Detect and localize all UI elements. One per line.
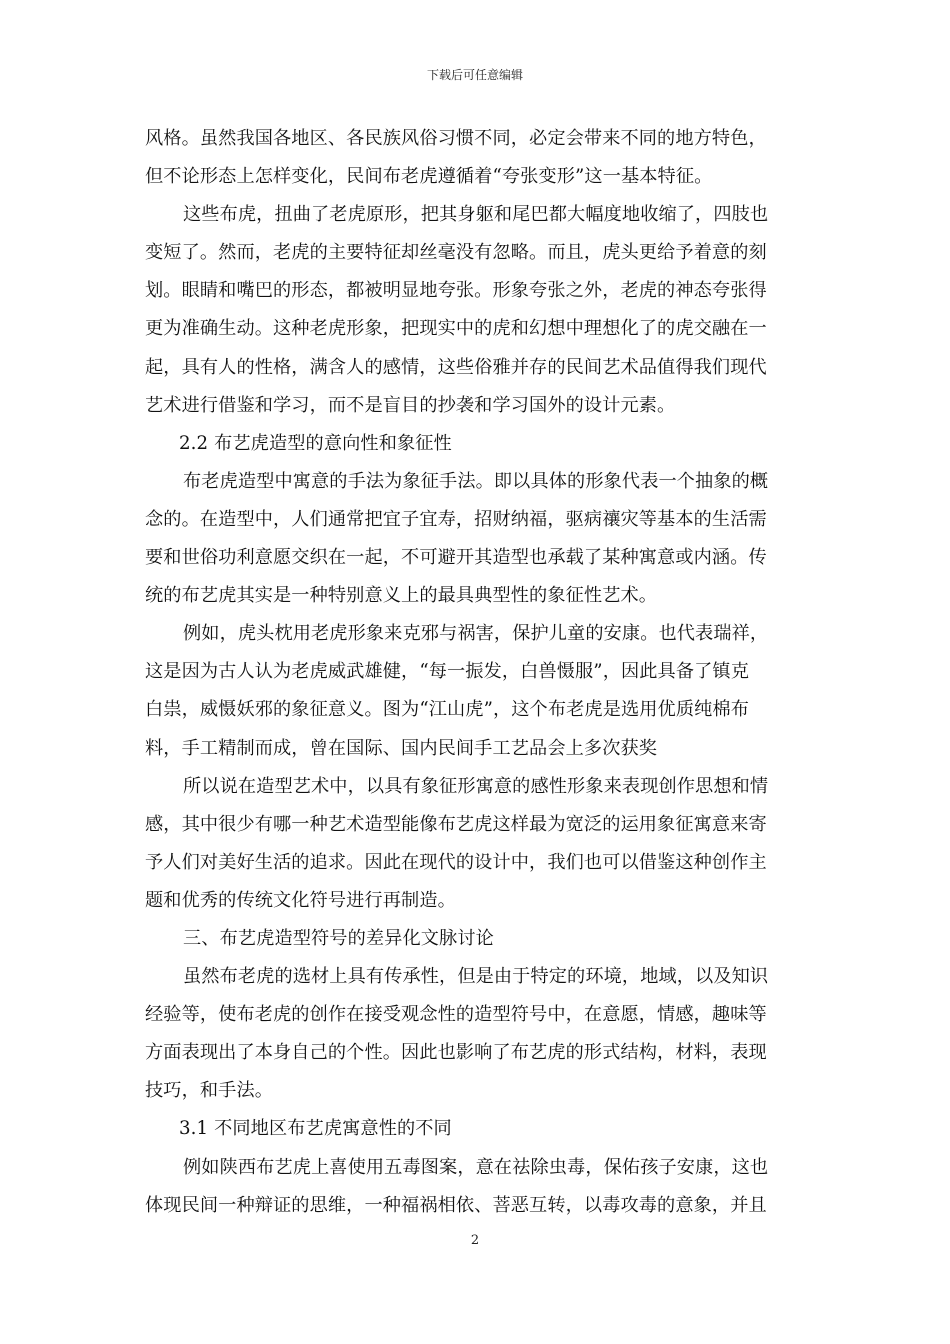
text-line: 技巧，和手法。	[145, 1080, 274, 1102]
text-line: 感，其中很少有哪一种艺术造型能像布艺虎这样最为宽泛的运用象征寓意来寄	[145, 813, 767, 835]
page-header: 下载后可任意编辑	[426, 68, 523, 82]
text-line: 白祟，威慑妖邪的象征意义。图为“江山虎”，这个布老虎是选用优质纯棉布	[145, 699, 749, 721]
text-line: 体现民间一种辩证的思维，一种福祸相依、菩恶互转，以毒攻毒的意象，并且	[145, 1194, 767, 1216]
text-line: 风格。虽然我国各地区、各民族风俗习惯不同，必定会带来不同的地方特色，	[145, 128, 767, 149]
text-line: 这是因为古人认为老虎威武雄健，“每一振发，白兽慑服”，因此具备了镇克	[145, 661, 749, 683]
text-line: 念的。在造型中，人们通常把宜子宜寿，招财纳福，驱病禳灾等基本的生活需	[145, 508, 767, 530]
chapter-heading: 三、布艺虎造型符号的差异化文脉讨论	[183, 927, 494, 949]
paragraph-start-line: 布老虎造型中寓意的手法为象征手法。即以具体的形象代表一个抽象的概	[183, 470, 769, 492]
body-text	[145, 120, 805, 1225]
text-line: 方面表现出了本身自己的个性。因此也影响了布艺虎的形式结构，材料，表现	[145, 1042, 767, 1064]
text-line: 予人们对美好生活的追求。因此在现代的设计中，我们也可以借鉴这种创作主	[145, 851, 767, 873]
paragraph-start-line: 所以说在造型艺术中，以具有象征形寓意的感性形象来表现创作思想和情	[183, 775, 769, 797]
text-line: 更为准确生动。这种老虎形象，把现实中的虎和幻想中理想化了的虎交融在一	[145, 318, 767, 340]
section-heading: 3.1 不同地区布艺虎寓意性的不同	[179, 1118, 452, 1140]
text-line: 料，手工精制而成，曾在国际、国内民间手工艺品会上多次获奖	[145, 737, 658, 759]
text-line: 要和世俗功利意愿交织在一起，不可避开其造型也承载了某种寓意或内涵。传	[145, 547, 767, 569]
section-heading: 2.2 布艺虎造型的意向性和象征性	[179, 432, 452, 454]
text-line: 划。眼睛和嘴巴的形态，都被明显地夸张。形象夸张之外，老虎的神态夸张得	[145, 280, 767, 302]
paragraph-start-line: 这些布虎，扭曲了老虎原形，把其身躯和尾巴都大幅度地收缩了，四肢也	[183, 204, 769, 226]
text-line: 但不论形态上怎样变化，民间布老虎遵循着“夸张变形”这一基本特征。	[145, 166, 713, 188]
text-line: 统的布艺虎其实是一种特别意义上的最具典型性的象征性艺术。	[145, 585, 658, 607]
text-line: 艺术进行借鉴和学习，而不是盲目的抄袭和学习国外的设计元素。	[145, 394, 676, 416]
text-line: 题和优秀的传统文化符号进行再制造。	[145, 889, 456, 911]
paragraph-start-line: 例如，虎头枕用老虎形象来克邪与祸害，保护儿童的安康。也代表瑞祥，	[183, 623, 769, 645]
page-number: 2	[470, 1233, 480, 1248]
paragraph-start-line: 虽然布老虎的选材上具有传承性，但是由于特定的环境，地域，以及知识	[183, 966, 769, 988]
paragraph-start-line: 例如陕西布艺虎上喜使用五毒图案，意在祛除虫毒，保佑孩子安康，这也	[183, 1156, 769, 1178]
text-line: 变短了。然而，老虎的主要特征却丝毫没有忽略。而且，虎头更给予着意的刻	[145, 242, 767, 264]
text-line: 起，具有人的性格，满含人的感情，这些俗雅并存的民间艺术品值得我们现代	[145, 356, 767, 378]
text-line: 经验等，使布老虎的创作在接受观念性的造型符号中，在意愿，情感，趣味等	[145, 1004, 767, 1026]
